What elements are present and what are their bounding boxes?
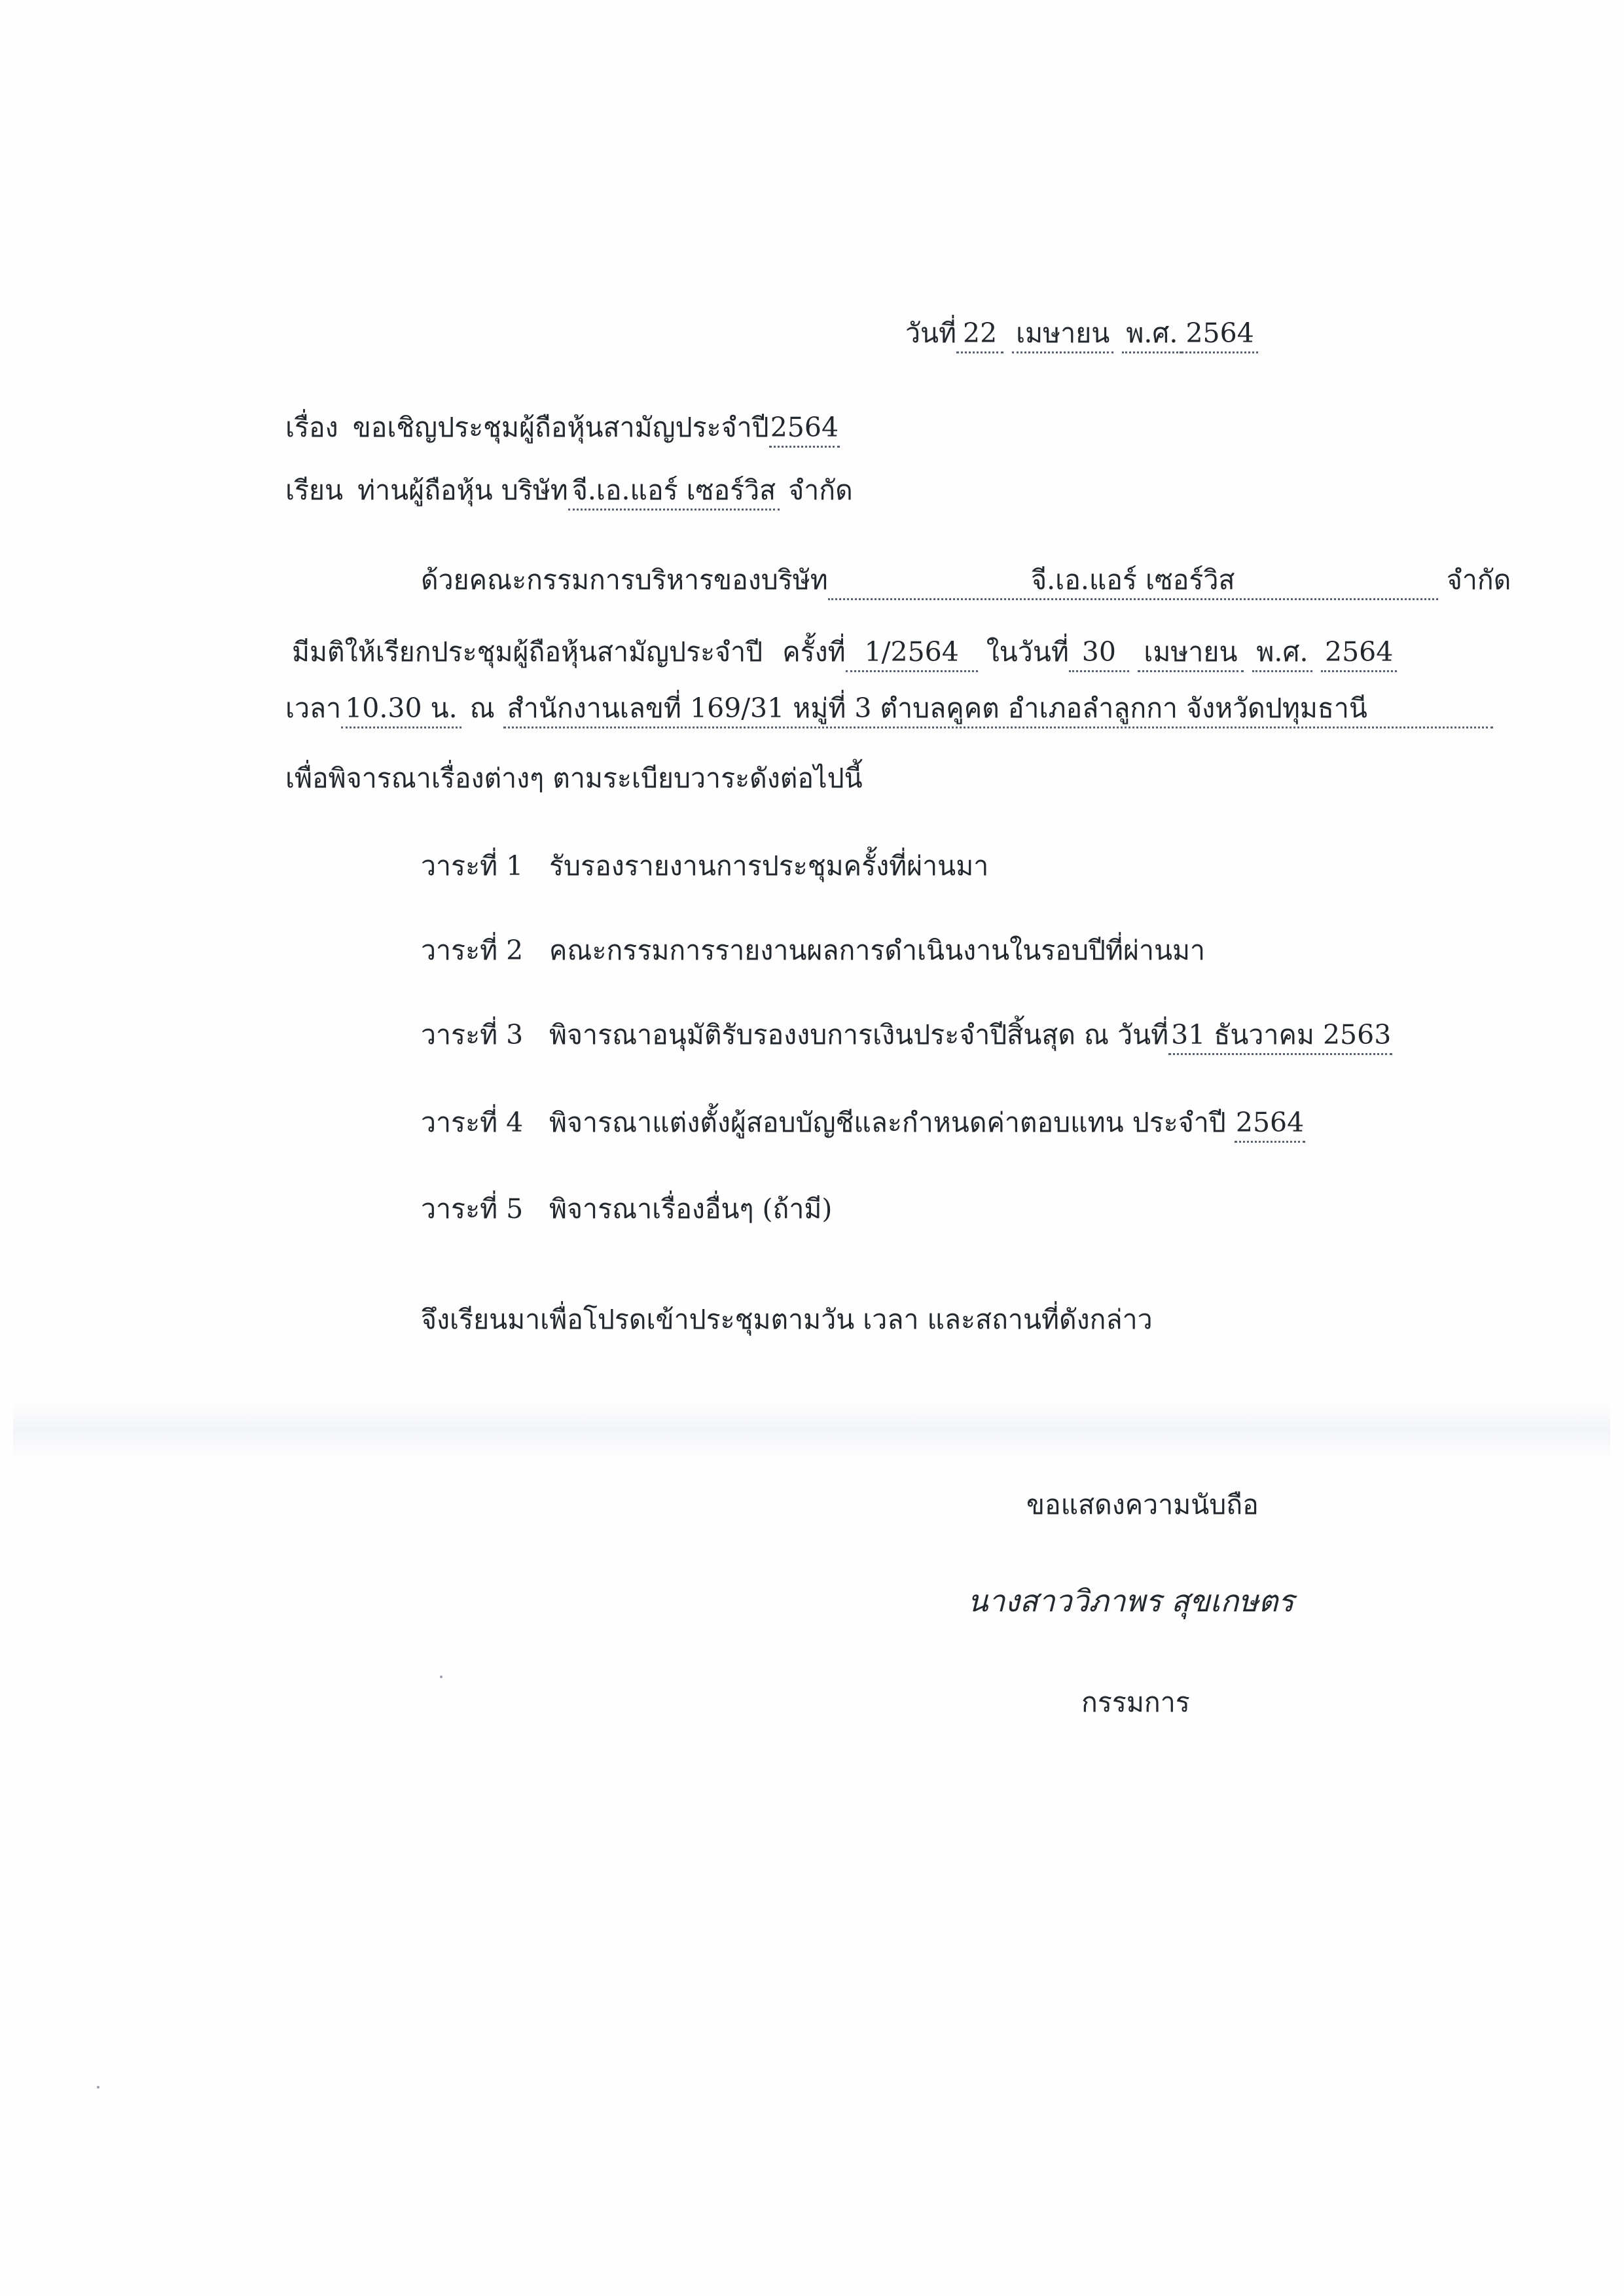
date-year: 2564: [1182, 316, 1257, 353]
agenda-item: [421, 933, 1205, 967]
signature-title: กรรมการ: [1081, 1687, 1190, 1718]
body-line1-suffix: จำกัด: [1446, 564, 1511, 596]
body-line2-month: เมษายน: [1138, 635, 1244, 672]
body-line2-day: 30: [1069, 635, 1129, 672]
agenda-item-label: วาระที่ 4: [421, 1107, 524, 1138]
agenda-item: [421, 1105, 1305, 1143]
agenda-item-label: วาระที่ 2: [421, 935, 524, 966]
closing-line: [421, 1302, 1153, 1336]
recipient-line: [285, 473, 853, 511]
agenda-item: [421, 1192, 832, 1226]
subject-line: [285, 410, 840, 448]
body-line-4: [285, 761, 863, 795]
subject-text: ขอเชิญประชุมผู้ถือหุ้นสามัญประจำปี: [352, 412, 769, 443]
signature-name: นางสาววิภาพร สุขเกษตร: [967, 1583, 1295, 1619]
body-line2-date-label: ในวันที่: [986, 636, 1069, 668]
recipient-text: ท่านผู้ถือหุ้น บริษัท: [357, 475, 568, 506]
body-line3-time: 10.30 น.: [341, 691, 461, 728]
body-line3-time-label: เวลา: [285, 692, 342, 724]
body-line2-session: 1/2564: [846, 635, 978, 672]
date-day: 22: [956, 316, 1003, 353]
scan-fold-shadow: [13, 1401, 1610, 1460]
body-line-2: [292, 635, 1397, 672]
agenda-item-text: พิจารณาอนุมัติรับรองงบการเงินประจำปีสิ้นสุด ณ วันที่: [549, 1019, 1169, 1050]
body-line2-era: พ.ศ.: [1252, 635, 1312, 672]
body-line-3: [285, 691, 1493, 728]
scan-speck: [97, 2086, 99, 2089]
agenda-item-text: คณะกรรมการรายงานผลการดำเนินงานในรอบปีที่ผ่านมา: [549, 935, 1206, 966]
closing-text: จึงเรียนมาเพื่อโปรดเข้าประชุมตามวัน เวลา และสถานที่ดังกล่าว: [421, 1304, 1153, 1335]
agenda-item-text: พิจารณาแต่งตั้งผู้สอบบัญชีและกำหนดค่าตอบแทน ประจำปี: [549, 1107, 1226, 1138]
scan-speck: [440, 1676, 442, 1678]
recipient-suffix: จำกัด: [788, 475, 853, 506]
body-line4-text: เพื่อพิจารณาเรื่องต่างๆ ตามระเบียบวาระดังต่อไปนี้: [285, 762, 863, 794]
regards-line: [1026, 1488, 1259, 1522]
agenda-item-text: รับรองรายงานการประชุมครั้งที่ผ่านมา: [549, 850, 989, 882]
body-line1-prefix: ด้วยคณะกรรมการบริหารของบริษัท: [421, 564, 828, 596]
body-line2-time-label: ครั้งที่: [782, 636, 846, 668]
subject-label: เรื่อง: [285, 412, 338, 443]
date-line: [905, 316, 1258, 353]
date-month: เมษายน: [1012, 316, 1113, 353]
regards-text: ขอแสดงความนับถือ: [1026, 1489, 1259, 1520]
agenda-item: [421, 849, 988, 883]
body-line3-at: ณ: [469, 692, 495, 724]
agenda-item: [421, 1018, 1392, 1055]
recipient-company: จี.เอ.แอร์ เซอร์วิส: [568, 473, 780, 511]
agenda-item-label: วาระที่ 1: [421, 850, 524, 882]
body-line2-year: 2564: [1321, 635, 1397, 672]
signature-title-line: [1081, 1685, 1190, 1719]
subject-year: 2564: [769, 410, 840, 448]
agenda-item-filled: 31 ธันวาคม 2563: [1168, 1018, 1392, 1055]
recipient-label: เรียน: [285, 475, 344, 506]
agenda-item-label: วาระที่ 5: [421, 1193, 524, 1225]
body-line2-prefix: มีมติให้เรียกประชุมผู้ถือหุ้นสามัญประจำปี: [292, 636, 763, 668]
body-line1-company: จี.เอ.แอร์ เซอร์วิส: [828, 563, 1438, 600]
signature-name-line: [967, 1584, 1294, 1619]
date-label: วันที่: [905, 317, 957, 349]
agenda-item-text: พิจารณาเรื่องอื่นๆ (ถ้ามี): [549, 1193, 833, 1225]
agenda-item-label: วาระที่ 3: [421, 1019, 524, 1050]
agenda-item-filled: 2564: [1235, 1105, 1305, 1143]
body-line-1: [421, 563, 1511, 600]
body-line3-place: สำนักงานเลขที่ 169/31 หมู่ที่ 3 ตำบลคูคต อำเภอลำลูกกา จังหวัดปทุมธานี: [503, 691, 1493, 728]
date-era: พ.ศ.: [1122, 316, 1182, 353]
